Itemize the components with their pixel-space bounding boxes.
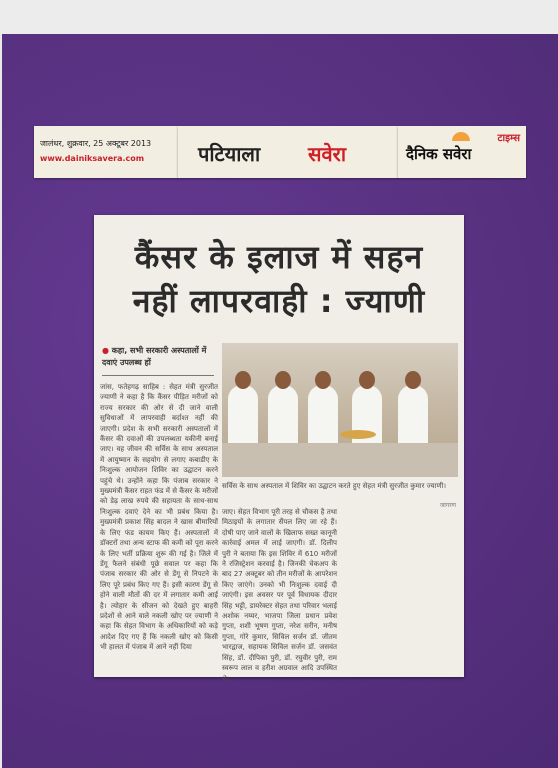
masthead-edition: पटियाला — [198, 142, 261, 166]
photo-person — [308, 385, 338, 447]
masthead-date: जालंधर, शुक्रवार, 25 अक्टूबर 2013 — [40, 139, 152, 148]
photo-person-head — [315, 371, 331, 389]
article-photo — [222, 343, 458, 477]
photo-table — [222, 443, 458, 477]
subheading-text: कहा, सभी सरकारी अस्पतालों में दवाएं उपलब्ध हों — [102, 346, 207, 367]
divider — [102, 375, 214, 376]
photo-person-head — [275, 371, 291, 389]
photo-person — [398, 385, 428, 447]
headline-line-1: कैंसर के इलाज में सहन — [134, 238, 424, 276]
photo-person-head — [359, 371, 375, 389]
photo-plate — [340, 430, 376, 439]
photo-person — [228, 385, 258, 447]
newspaper-clipping — [94, 215, 464, 683]
masthead-date-block — [34, 126, 178, 178]
masthead-logo-block — [398, 126, 526, 178]
masthead-brand: सवेरा — [308, 142, 346, 166]
photo-credit: जागरण — [439, 502, 456, 509]
bullet-icon: ● — [102, 346, 112, 355]
scan-margin — [0, 0, 558, 34]
subheading — [102, 345, 214, 369]
photo-caption: सर्विस के साथ अस्पताल में शिविर का उद्घाटन करते हुए सेहत मंत्री सुरजीत कुमार ज्याणी। — [222, 482, 447, 490]
masthead-url: www.dainiksavera.com — [40, 154, 145, 163]
article-column-2: जाए। सेहत विभाग पूरी तरह से चौकस है तथा मिठाइयों के लगातार सैंपल लिए जा रहे हैं। दोषी पाए जाने वालों के खिलाफ सख्त कानूनी कार्रवाई अमल में लाई जाएगी। डॉ. दिलीप पुरी ने बताया कि इस शिविर में 610 मरीजों ने रजिस्ट्रेशन करवाई है। जिनकी चेकअप के बाद 27 अक्टूबर को तीन मरीजों के आपरेशन किए जाएंगे। उनको भी निःशुल्क दवाई दी जाएंगी। इस अवसर पर पूर्व विधायक दीदार सिंह भट्टी, डायरेक्टर सेहत तथा परिवार भलाई अशोक नय्यर, भाजपा जिला प्रधान प्रवेश गुप्ता, शशी भूषण गुप्ता, नरेश सरीन, मनीष गुप्ता, गोरे कुमार, सिविल सर्जन डॉ. जीतम भारद्वाज, सहायक सिविल सर्जन डॉ. जसवंत सिंह, डॉ. दीपिका पुरी, डॉ. रघुवीर पुरी, राम स्वरूप लाल व हरीश अग्रवाल आदि उपस्थित थे। — [222, 508, 337, 683]
headline-line-2: नहीं लापरवाही : ज्याणी — [132, 282, 426, 320]
masthead-title-block — [178, 126, 398, 178]
photo-person-head — [405, 371, 421, 389]
masthead-times-tag: टाइम्स — [497, 133, 520, 144]
sun-logo-icon — [452, 132, 470, 141]
photo-person — [268, 385, 298, 447]
photo-person-head — [235, 371, 251, 389]
masthead-paper-name: दैनिक सवेरा — [406, 145, 472, 163]
article-column-1: जांस, फतेहगढ़ साहिब : सेहत मंत्री सुरजीत ज्याणी ने कहा है कि कैंसर पीड़ित मरीजों को राज्य सरकार की ओर से दी जाने वाली सुविधाओं में लापरवाही बर्दाश्त नहीं की जाएगी। प्रदेश के सभी सरकारी अस्पतालों में कैंसर की दवाओं की उपलब्धता यकीनी बनाई जाए। वह जीवन की सर्विस के साथ अस्पताल में आयुष्मान के सहयोग से लगाए कबाडीए के निःशुल्क आयोजन शिविर का उद्घाटन करने पहुंचे थे। उन्होंने कहा कि पंजाब सरकार ने मुख्यमंत्री कैंसर राहत फंड में से कैंसर के मरीजों को डेढ़ लाख रुपये की सहायता के साथ-साथ निःशुल्क दवाएं देने का भी प्रबंध किया है। मुख्यमंत्री प्रकाश सिंह बादल ने खास बीमारियों के लिए फंड कायम किए हैं। अस्पतालों में डॉक्टरों तथा अन्य स्टाफ की कमी को पूरा करने के लिए भर्ती प्रक्रिया शुरू की गई है। जिले में डेंगू फैलने संबंधी पूछे सवाल पर कहा कि पंजाब सरकार की ओर से डेंगू से निपटने के लिए पूरे प्रबंध किए गए हैं। इसी कारण डेंगू से होने वाली मौतों की दर में लगातार कमी आई है। त्योहार के सीजन को देखते हुए बाहरी प्रदेशों से आने वाले नकली खोए पर ज्याणी ने कहा कि सेहत विभाग के अधिकारियों को कड़े आदेश दिए गए हैं कि नकली खोए को किसी भी हालत में पंजाब में आने नहीं दिया — [100, 383, 218, 652]
